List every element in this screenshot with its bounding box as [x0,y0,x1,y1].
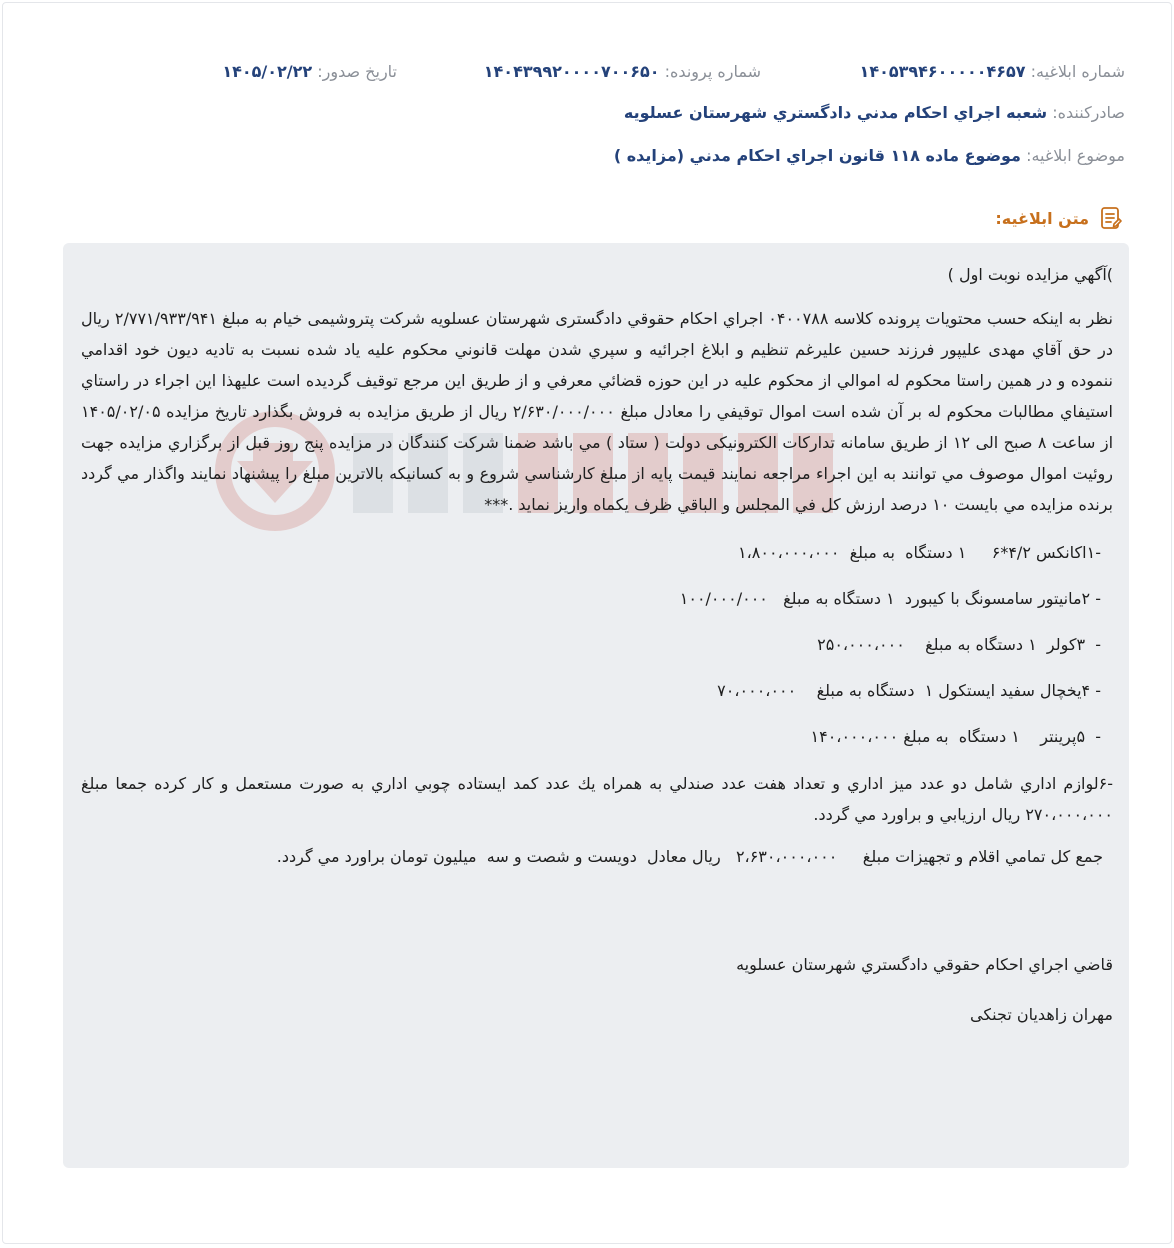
notice-number-field [860,58,1125,86]
case-number-value: ۱۴۰۴۳۹۹۲۰۰۰۰۷۰۰۶۵۰ [483,62,660,81]
signer-title: قاضي اجراي احکام حقوقي دادگستري شهرستان عسلويه [736,955,1113,974]
notice-heading: )آگهي مزايده نوبت اول ) [947,265,1113,284]
notice-page [2,2,1172,1244]
issuer-field [624,99,1125,127]
signer-name: مهران زاهديان تجنکی [969,1005,1113,1024]
notice-total: جمع کل تمامي اقلام و تجهيزات مبلغ ۲،۶۳۰،۰۰۰،۰۰۰ ريال معادل دويست و شصت و سه ميليون تومان براورد مي گردد. [276,847,1103,866]
notice-text [81,257,1113,1028]
list-item: - ۲مانيتور سامسونگ با کيبورد ۱ دستگاه به مبلغ ۱۰۰/۰۰۰/۰۰۰ [679,589,1101,608]
issuer-value: شعبه اجراي احکام مدني دادگستري شهرستان عسلويه [623,103,1048,122]
case-number-field [484,58,761,86]
issue-date-label: تاريخ صدور: [317,62,397,81]
subject-field [614,142,1125,170]
list-item-office-supplies: -۶لوازم اداري شامل دو عدد ميز اداري و تعداد هفت عدد صندلي به همراه يك عدد کمد ايستاده چوبي اداري به صورت مستعمل و کار کرده جمعا مبلغ ۲۷۰،۰۰۰،۰۰۰ ريال ارزيابي و براورد مي گردد. [81,774,1113,824]
notice-text-title [995,205,1123,231]
notice-content-panel [63,243,1129,1168]
issue-date-field [222,58,397,86]
subject-label: موضوع ابلاغيه: [1026,146,1125,165]
list-item: - ۵پرينتر ۱ دستگاه به مبلغ ۱۴۰،۰۰۰،۰۰۰ [810,727,1101,746]
list-item: -۱اکانکس ۴/۲*۶ ۱ دستگاه به مبلغ ۱،۸۰۰،۰۰۰،۰۰۰ [738,543,1101,562]
issue-date-value: ۱۴۰۵/۰۲/۲۲ [222,62,313,81]
notice-text-title-label: متن ابلاغيه: [995,208,1089,228]
notice-number-value: ۱۴۰۵۳۹۴۶۰۰۰۰۰۴۶۵۷ [859,62,1026,81]
list-item: - ۳کولر ۱ دستگاه به مبلغ ۲۵۰،۰۰۰،۰۰۰ [817,635,1101,654]
case-number-label: شماره پرونده: [664,62,761,81]
issuer-label: صادرکننده: [1052,103,1125,122]
document-icon [1097,205,1123,231]
subject-value: موضوع ماده ۱۱۸ قانون اجراي احکام مدني (مزايده ) [613,146,1021,165]
notice-body: نظر به اینکه حسب محتويات پرونده کلاسه ۰۴۰۰۷۸۸ اجراي احکام حقوقي دادگستری شهرستان عسلويه شرکت پتروشيمی خيام به مبلغ ۲/۷۷۱/۹۳۳/۹۴۱ ريال در حق آقاي مهدی عليپور فرزند حسين عليرغم تنظيم و ابلاغ اجرائيه و سپري شدن مهلت قانوني محکوم عليه ياد شده نسبت به تاديه ديون خود اقدامي ننموده و در همين راستا محکوم له اموالي از محکوم عليه در اين حوزه قضائي معرفي و از طريق اين مرجع توقيف گرديده است عليهذا اين اجراء در راستاي استيفاي مطالبات محکوم له بر آن شده است اموال توقيفي را معادل مبلغ ۲/۶۳۰/۰۰۰/۰۰۰ ريال از طريق مزايده به فروش بگذارد تاريخ مزايده ۱۴۰۵/۰۲/۰۵ از ساعت ۸ صبح الی ۱۲ از طريق سامانه تدارکات الکترونيکی دولت ( ستاد ) مي باشد ضمنا شرکت کنندگان در مزايده پنج روز قبل از برگزاري مزايده جهت روئيت اموال موصوف مي توانند به اين اجراء مراجعه نمايند قيمت پايه از مبلغ کارشناسي شروع و به کسانيکه بالاترين مبلغ را پيشنهاد نمايند واگذار مي گردد برنده مزايده مي بايست ۱۰ درصد ارزش کل في المجلس و الباقي ظرف يکماه واريز نمايد .*** [81,309,1114,514]
list-item: - ۴يخچال سفيد ايستکول ۱ دستگاه به مبلغ ۷۰،۰۰۰،۰۰۰ [717,681,1101,700]
notice-number-label: شماره ابلاغيه: [1030,62,1125,81]
